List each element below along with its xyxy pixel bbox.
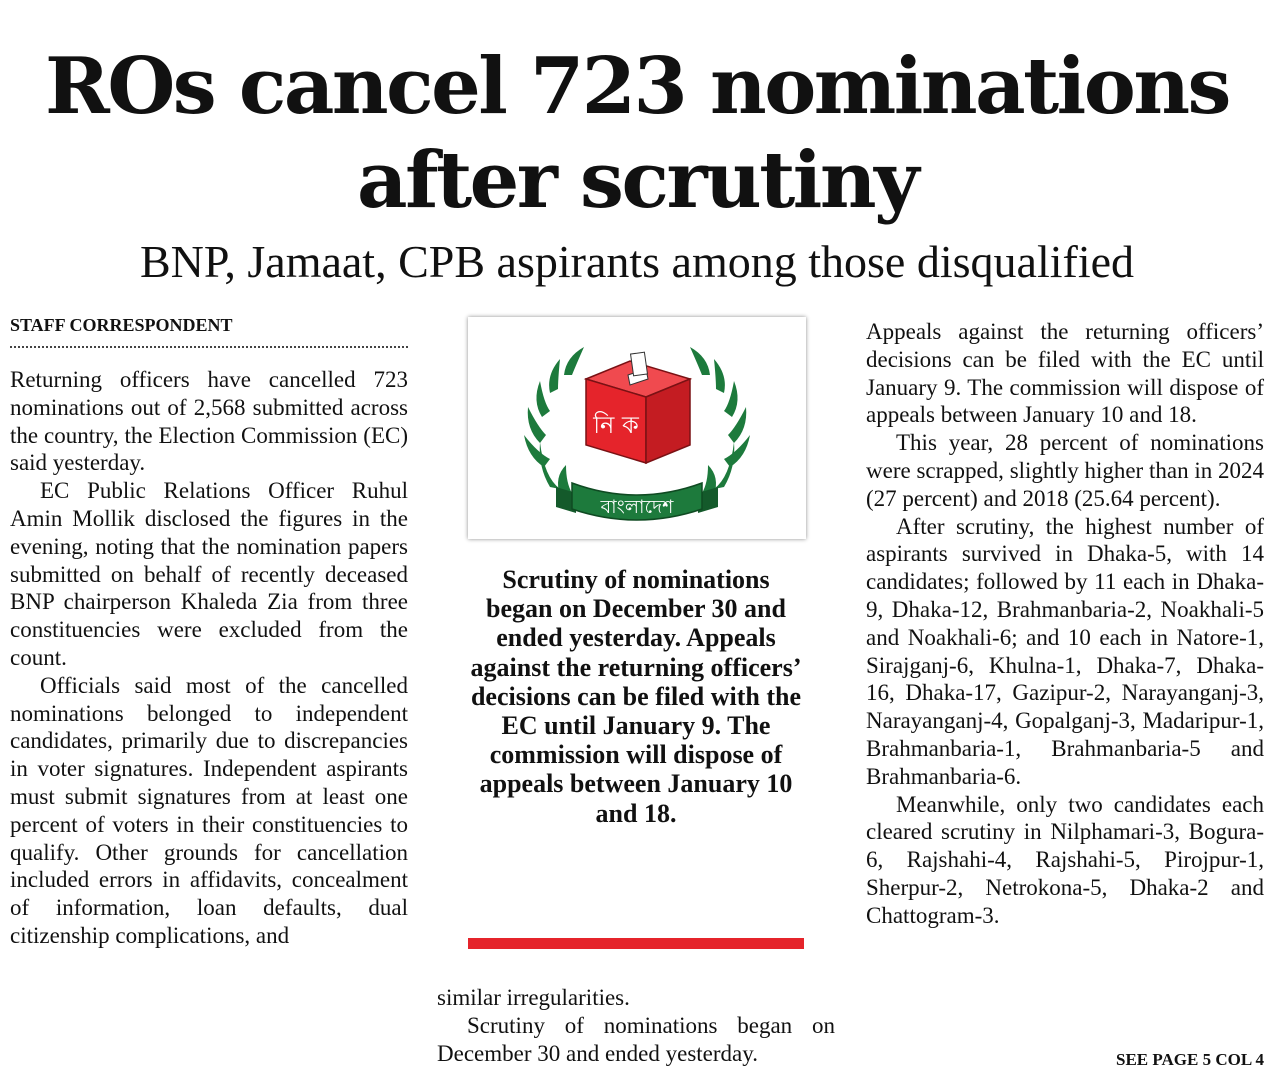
article-column-3: [866, 318, 1264, 930]
byline-divider: [10, 346, 408, 348]
headline: [0, 40, 1274, 228]
ribbon-text: বাংলাদেশ: [600, 496, 674, 518]
paragraph: similar irregularities.: [437, 985, 630, 1010]
headline-line-2: after scrutiny: [357, 135, 917, 226]
article-column-1: [10, 366, 408, 950]
right-laurel: [690, 347, 750, 495]
paragraph: This year, 28 percent of nominations were scrapped, slightly higher than in 2024 (27 percent) and 2018 (25.64 percent).: [866, 430, 1264, 511]
pull-quote-divider: [468, 938, 804, 949]
byline: STAFF CORRESPONDENT: [10, 315, 233, 335]
ballot-box-lettering: নি ক: [593, 411, 639, 439]
paragraph: EC Public Relations Officer Ruhul Amin Mollik disclosed the figures in the evening, noting that the nomination papers submitted on behalf of recently deceased BNP chairperson Khaleda Zia from three constituencies were excluded from the count.: [10, 478, 408, 670]
headline-line-1: ROs cancel 723 nominations: [45, 41, 1229, 132]
election-commission-logo: [468, 317, 806, 539]
paragraph: Returning officers have cancelled 723 nominations out of 2,568 submitted across the country, the Election Commission (EC) said yesterday.: [10, 367, 408, 476]
pull-quote: Scrutiny of nominations began on December 30 and ended yesterday. Appeals against the returning officers’ decisions can be filed with the EC until January 9. The commission will dispose of appeals between January 10 and 18.: [470, 565, 802, 828]
subheadline: BNP, Jamaat, CPB aspirants among those disqualified: [139, 236, 1135, 287]
paragraph: Officials said most of the cancelled nominations belonged to independent candidates, primarily due to discrepancies in voter signatures. Independent aspirants must submit signatures from at least one percent of voters in their constituencies to qualify. Other grounds for cancellation included errors in affidavits, concealment of information, loan defaults, dual citizenship complications, and: [10, 672, 408, 948]
article-column-2: [437, 984, 835, 1067]
paragraph: Meanwhile, only two candidates each cleared scrutiny in Nilphamari-3, Bogura-6, Rajshahi-4, Rajshahi-5, Pirojpur-1, Sherpur-2, Netrokona-5, Dhaka-2 and Chattogram-3.: [866, 791, 1264, 928]
jump-line[interactable]: SEE PAGE 5 COL 4: [1116, 1050, 1264, 1069]
left-laurel: [524, 347, 584, 495]
paragraph: After scrutiny, the highest number of aspirants survived in Dhaka-5, with 14 candidates; followed by 11 each in Dhaka-9, Dhaka-12, Brahmanbaria-2, Noakhali-5 and Noakhali-6; and 10 each in Natore-1, Sirajganj-6, Khulna-1, Dhaka-7, Dhaka-16, Dhaka-17, Gazipur-2, Narayanganj-3, Narayanganj-4, Gopalganj-3, Madaripur-1, Brahmanbaria-1, Brahmanbaria-5 and Brahmanbaria-6.: [866, 513, 1264, 789]
paragraph: Scrutiny of nominations began on December 30 and ended yesterday.: [437, 1012, 835, 1066]
ballot-box: [586, 352, 690, 463]
paragraph: Appeals against the returning officers’ decisions can be filed with the EC until January 9. The commission will dispose of appeals between January 10 and 18.: [866, 319, 1264, 428]
ballot-box-emblem: [468, 317, 806, 539]
